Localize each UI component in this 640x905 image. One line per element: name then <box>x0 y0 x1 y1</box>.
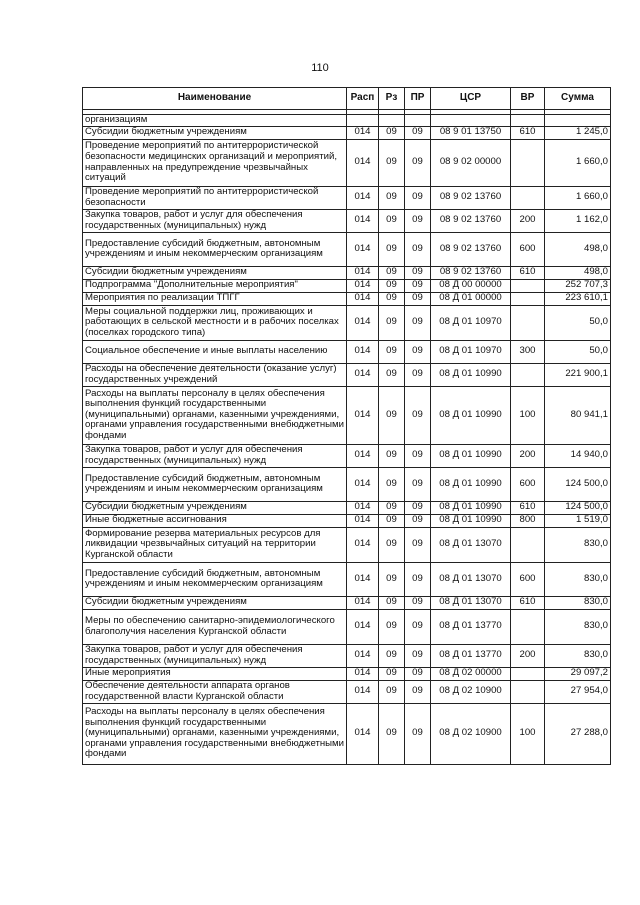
table-row <box>83 126 611 139</box>
cell-rz <box>379 115 405 127</box>
table-row <box>83 667 611 680</box>
cell-rz: 09 <box>379 667 405 680</box>
cell-csr: 08 9 02 13760 <box>431 232 511 266</box>
cell-rasp: 014 <box>347 680 379 703</box>
table-row <box>83 467 611 501</box>
cell-sum: 252 707,3 <box>545 279 611 292</box>
table-row <box>83 562 611 596</box>
cell-pr: 09 <box>405 467 431 501</box>
cell-sum: 14 940,0 <box>545 444 611 467</box>
cell-sum: 223 610,1 <box>545 292 611 305</box>
cell-pr: 09 <box>405 514 431 527</box>
cell-pr: 09 <box>405 667 431 680</box>
cell-name: Меры социальной поддержки лиц, проживающих и работающих в сельской местности и в рабочих поселках (поселках городского типа) <box>83 305 347 340</box>
cell-pr: 09 <box>405 363 431 386</box>
cell-rz: 09 <box>379 501 405 514</box>
table-row <box>83 444 611 467</box>
cell-sum: 1 245,0 <box>545 126 611 139</box>
cell-csr: 08 9 02 13760 <box>431 186 511 209</box>
cell-rasp: 014 <box>347 126 379 139</box>
cell-name: Предоставление субсидий бюджетным, автономным учреждениям и иным некоммерческим организациям <box>83 232 347 266</box>
cell-sum: 830,0 <box>545 562 611 596</box>
cell-pr: 09 <box>405 609 431 644</box>
cell-csr <box>431 115 511 127</box>
cell-name: Формирование резерва материальных ресурсов для ликвидации чрезвычайных ситуаций на территории Курганской области <box>83 527 347 562</box>
cell-vr <box>511 609 545 644</box>
cell-pr <box>405 115 431 127</box>
cell-csr: 08 9 02 13760 <box>431 266 511 279</box>
cell-rz: 09 <box>379 514 405 527</box>
cell-rz: 09 <box>379 467 405 501</box>
cell-vr <box>511 363 545 386</box>
table-row <box>83 186 611 209</box>
table-row <box>83 292 611 305</box>
cell-vr: 300 <box>511 340 545 363</box>
cell-pr: 09 <box>405 232 431 266</box>
cell-sum: 80 941,1 <box>545 386 611 444</box>
cell-rasp: 014 <box>347 644 379 667</box>
cell-sum: 1 162,0 <box>545 209 611 232</box>
cell-csr: 08 9 02 13760 <box>431 209 511 232</box>
cell-vr: 800 <box>511 514 545 527</box>
cell-sum: 1 660,0 <box>545 139 611 186</box>
cell-sum: 1 519,0 <box>545 514 611 527</box>
cell-rasp: 014 <box>347 186 379 209</box>
cell-name: Субсидии бюджетным учреждениям <box>83 596 347 609</box>
cell-vr <box>511 680 545 703</box>
cell-vr: 200 <box>511 644 545 667</box>
cell-name: Социальное обеспечение и иные выплаты населению <box>83 340 347 363</box>
cell-csr: 08 Д 02 10900 <box>431 680 511 703</box>
cell-rasp: 014 <box>347 703 379 764</box>
cell-vr: 600 <box>511 232 545 266</box>
cell-rasp: 014 <box>347 386 379 444</box>
table-row <box>83 609 611 644</box>
cell-name: Обеспечение деятельности аппарата органов государственной власти Курганской области <box>83 680 347 703</box>
cell-rz: 09 <box>379 340 405 363</box>
cell-rz: 09 <box>379 139 405 186</box>
cell-rz: 09 <box>379 363 405 386</box>
cell-name: Проведение мероприятий по антитеррористической безопасности <box>83 186 347 209</box>
cell-rasp: 014 <box>347 266 379 279</box>
cell-pr: 09 <box>405 279 431 292</box>
table-row <box>83 266 611 279</box>
cell-rasp: 014 <box>347 609 379 644</box>
table-row <box>83 363 611 386</box>
cell-csr: 08 Д 01 10990 <box>431 501 511 514</box>
cell-rz: 09 <box>379 279 405 292</box>
cell-pr: 09 <box>405 209 431 232</box>
table-row <box>83 209 611 232</box>
cell-name: Мероприятия по реализации ТПГГ <box>83 292 347 305</box>
cell-vr: 200 <box>511 209 545 232</box>
cell-name: Субсидии бюджетным учреждениям <box>83 266 347 279</box>
cell-name: Проведение мероприятий по антитеррористической безопасности медицинских организаций и мероприятий, направленных на предупреждение чрезвычайных ситуаций <box>83 139 347 186</box>
cell-rasp: 014 <box>347 667 379 680</box>
cell-name: Субсидии бюджетным учреждениям <box>83 501 347 514</box>
cell-csr: 08 Д 01 10970 <box>431 305 511 340</box>
header-rasp: Расп <box>347 88 379 110</box>
header-row <box>83 88 611 110</box>
cell-sum: 27 288,0 <box>545 703 611 764</box>
cell-pr: 09 <box>405 444 431 467</box>
cell-csr: 08 Д 01 13070 <box>431 527 511 562</box>
cell-sum: 830,0 <box>545 609 611 644</box>
cell-rz: 09 <box>379 644 405 667</box>
cell-csr: 08 Д 01 10970 <box>431 340 511 363</box>
cell-rasp: 014 <box>347 209 379 232</box>
cell-rz: 09 <box>379 209 405 232</box>
cell-pr: 09 <box>405 305 431 340</box>
table-row <box>83 644 611 667</box>
cell-vr <box>511 186 545 209</box>
cell-rz: 09 <box>379 562 405 596</box>
table-row <box>83 305 611 340</box>
cell-name: Расходы на выплаты персоналу в целях обеспечения выполнения функций государственными (муниципальными) органами, казенными учреждениями, органами управления государственными внебюджетными фондами <box>83 386 347 444</box>
cell-pr: 09 <box>405 501 431 514</box>
cell-name: Иные бюджетные ассигнования <box>83 514 347 527</box>
table-body <box>83 115 611 765</box>
cell-vr: 100 <box>511 703 545 764</box>
table-row <box>83 340 611 363</box>
cell-pr: 09 <box>405 527 431 562</box>
cell-name: Расходы на обеспечение деятельности (оказание услуг) государственных учреждений <box>83 363 347 386</box>
cell-name: Предоставление субсидий бюджетным, автономным учреждениям и иным некоммерческим организациям <box>83 562 347 596</box>
cell-pr: 09 <box>405 126 431 139</box>
cell-pr: 09 <box>405 386 431 444</box>
cell-rasp: 014 <box>347 527 379 562</box>
cell-sum <box>545 115 611 127</box>
cell-pr: 09 <box>405 562 431 596</box>
cell-rz: 09 <box>379 680 405 703</box>
cell-pr: 09 <box>405 596 431 609</box>
cell-rasp: 014 <box>347 467 379 501</box>
cell-rz: 09 <box>379 386 405 444</box>
cell-csr: 08 9 01 13750 <box>431 126 511 139</box>
header-rz: Рз <box>379 88 405 110</box>
cell-vr: 610 <box>511 596 545 609</box>
cell-rasp: 014 <box>347 279 379 292</box>
table-row <box>83 703 611 764</box>
cell-rz: 09 <box>379 596 405 609</box>
cell-pr: 09 <box>405 266 431 279</box>
table-row <box>83 232 611 266</box>
cell-pr: 09 <box>405 644 431 667</box>
cell-rz: 09 <box>379 703 405 764</box>
cell-rasp: 014 <box>347 292 379 305</box>
cell-csr: 08 Д 01 13070 <box>431 596 511 609</box>
cell-pr: 09 <box>405 703 431 764</box>
cell-csr: 08 Д 01 10990 <box>431 514 511 527</box>
cell-csr: 08 Д 01 10990 <box>431 467 511 501</box>
cell-csr: 08 Д 01 00000 <box>431 292 511 305</box>
cell-rasp: 014 <box>347 596 379 609</box>
cell-vr: 600 <box>511 562 545 596</box>
cell-csr: 08 Д 01 13070 <box>431 562 511 596</box>
cell-vr <box>511 527 545 562</box>
page-number: 110 <box>311 62 329 74</box>
cell-name: Иные мероприятия <box>83 667 347 680</box>
cell-rasp: 014 <box>347 232 379 266</box>
cell-csr: 08 Д 02 00000 <box>431 667 511 680</box>
header-name: Наименование <box>83 88 347 110</box>
cell-vr: 600 <box>511 467 545 501</box>
cell-vr: 100 <box>511 386 545 444</box>
cell-rz: 09 <box>379 266 405 279</box>
cell-name: Расходы на выплаты персоналу в целях обеспечения выполнения функций государственными (муниципальными) органами, казенными учреждениями, органами управления государственными внебюджетными фондами <box>83 703 347 764</box>
cell-vr: 200 <box>511 444 545 467</box>
cell-rz: 09 <box>379 527 405 562</box>
budget-table <box>82 87 611 765</box>
table-row <box>83 680 611 703</box>
cell-csr: 08 Д 01 10990 <box>431 444 511 467</box>
table-row <box>83 115 611 127</box>
cell-vr: 610 <box>511 501 545 514</box>
cell-name: Закупка товаров, работ и услуг для обеспечения государственных (муниципальных) нужд <box>83 444 347 467</box>
cell-csr: 08 Д 01 10990 <box>431 363 511 386</box>
cell-rz: 09 <box>379 609 405 644</box>
cell-rasp: 014 <box>347 340 379 363</box>
cell-rasp <box>347 115 379 127</box>
cell-rasp: 014 <box>347 139 379 186</box>
cell-sum: 830,0 <box>545 596 611 609</box>
cell-sum: 29 097,2 <box>545 667 611 680</box>
cell-name: Предоставление субсидий бюджетным, автономным учреждениям и иным некоммерческим организациям <box>83 467 347 501</box>
cell-sum: 830,0 <box>545 644 611 667</box>
cell-vr <box>511 305 545 340</box>
cell-rz: 09 <box>379 126 405 139</box>
cell-vr <box>511 279 545 292</box>
cell-name: Закупка товаров, работ и услуг для обеспечения государственных (муниципальных) нужд <box>83 644 347 667</box>
cell-name: Меры по обеспечению санитарно-эпидемиологического благополучия населения Курганской области <box>83 609 347 644</box>
cell-sum: 124 500,0 <box>545 501 611 514</box>
header-csr: ЦСР <box>431 88 511 110</box>
cell-pr: 09 <box>405 680 431 703</box>
cell-sum: 221 900,1 <box>545 363 611 386</box>
cell-rasp: 014 <box>347 305 379 340</box>
cell-vr: 610 <box>511 266 545 279</box>
header-sum: Сумма <box>545 88 611 110</box>
cell-sum: 50,0 <box>545 340 611 363</box>
cell-rz: 09 <box>379 186 405 209</box>
cell-sum: 124 500,0 <box>545 467 611 501</box>
table-row <box>83 501 611 514</box>
cell-csr: 08 9 02 00000 <box>431 139 511 186</box>
cell-rasp: 014 <box>347 444 379 467</box>
header-vr: ВР <box>511 88 545 110</box>
table-row <box>83 139 611 186</box>
table-row <box>83 279 611 292</box>
cell-name: организациям <box>83 115 347 127</box>
cell-pr: 09 <box>405 186 431 209</box>
cell-csr: 08 Д 02 10900 <box>431 703 511 764</box>
cell-sum: 27 954,0 <box>545 680 611 703</box>
cell-sum: 498,0 <box>545 266 611 279</box>
cell-vr: 610 <box>511 126 545 139</box>
cell-name: Субсидии бюджетным учреждениям <box>83 126 347 139</box>
cell-sum: 498,0 <box>545 232 611 266</box>
table-row <box>83 514 611 527</box>
cell-rasp: 014 <box>347 363 379 386</box>
cell-rasp: 014 <box>347 514 379 527</box>
cell-rz: 09 <box>379 305 405 340</box>
cell-rasp: 014 <box>347 501 379 514</box>
table-row <box>83 386 611 444</box>
table-row <box>83 527 611 562</box>
cell-csr: 08 Д 01 10990 <box>431 386 511 444</box>
cell-sum: 830,0 <box>545 527 611 562</box>
cell-rz: 09 <box>379 444 405 467</box>
cell-csr: 08 Д 01 13770 <box>431 609 511 644</box>
cell-sum: 50,0 <box>545 305 611 340</box>
cell-name: Подпрограмма "Дополнительные мероприятия" <box>83 279 347 292</box>
cell-rasp: 014 <box>347 562 379 596</box>
cell-name: Закупка товаров, работ и услуг для обеспечения государственных (муниципальных) нужд <box>83 209 347 232</box>
cell-csr: 08 Д 00 00000 <box>431 279 511 292</box>
table-row <box>83 596 611 609</box>
cell-sum: 1 660,0 <box>545 186 611 209</box>
cell-vr <box>511 115 545 127</box>
header-pr: ПР <box>405 88 431 110</box>
cell-pr: 09 <box>405 139 431 186</box>
cell-vr <box>511 667 545 680</box>
cell-pr: 09 <box>405 340 431 363</box>
cell-pr: 09 <box>405 292 431 305</box>
cell-rz: 09 <box>379 292 405 305</box>
cell-csr: 08 Д 01 13770 <box>431 644 511 667</box>
cell-vr <box>511 292 545 305</box>
cell-vr <box>511 139 545 186</box>
cell-rz: 09 <box>379 232 405 266</box>
